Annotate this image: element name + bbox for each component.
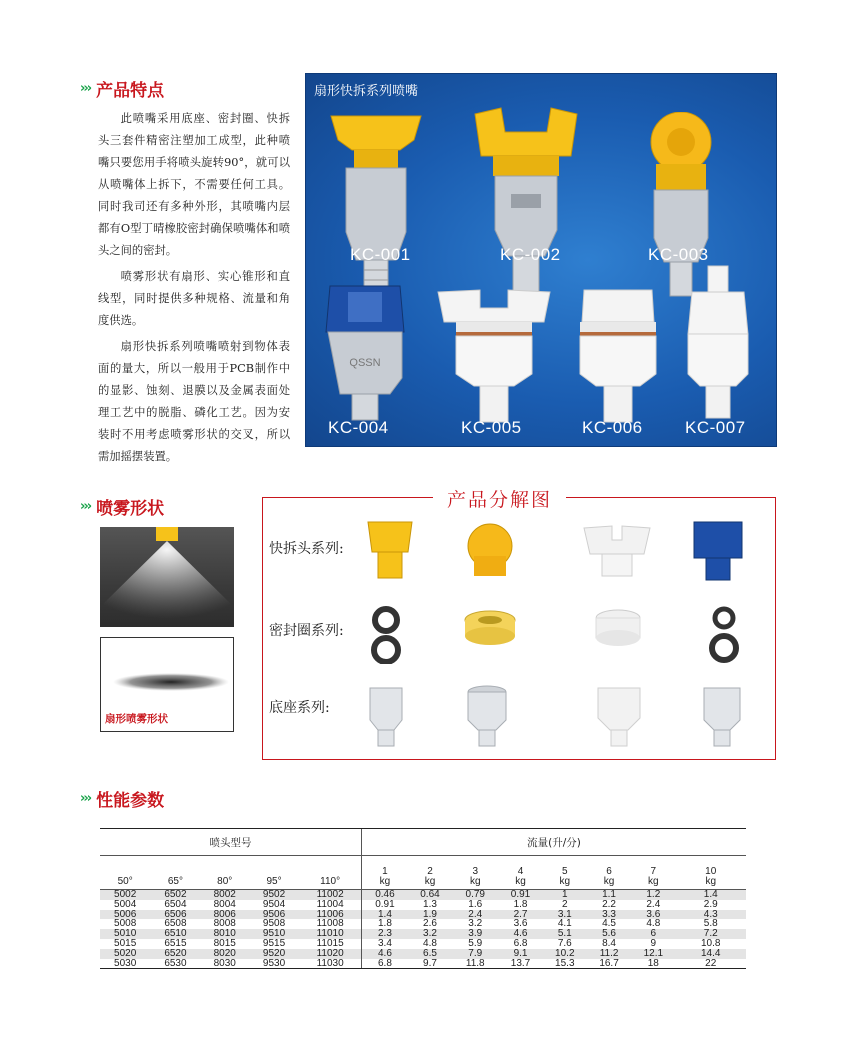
model-label: KC-003 [648,245,709,264]
double-chevron-icon: ››› [80,499,91,514]
table-cell: 9530 [249,959,299,969]
cap-blue-image [690,518,746,582]
col-header-pressure: 5 kg [559,866,571,887]
table-cell: 2.9 [703,898,718,910]
performance-heading [80,786,164,811]
features-heading-text: 产品特点 [96,81,165,101]
table-cell: 8030 [201,959,249,969]
table-cell: 5010 [100,929,150,939]
fan-pattern-image [101,638,233,708]
features-heading [80,76,164,101]
table-cell: 11.8 [452,959,498,969]
table-cell: 9504 [262,898,286,910]
table-cell: 5006 [100,910,150,920]
table-cell: 0.79 [452,890,498,900]
table-cell: 2 [562,898,568,910]
features-intro [98,108,290,472]
table-cell: 0.91 [362,900,408,910]
table-cell: 11008 [316,918,344,930]
table-cell: 6.8 [513,937,528,949]
table-cell: 5.6 [587,929,631,939]
nozzle-kc-006-image [568,286,668,426]
spray-pattern-box [100,637,234,732]
table-cell: 8004 [213,898,236,910]
table-cell: 1.9 [408,910,452,920]
table-cell: 22 [675,959,746,969]
table-cell: 9506 [249,910,299,920]
table-cell: 2.3 [362,929,408,939]
spray-photo [100,527,234,627]
table-cell: 11020 [299,949,361,959]
table-cell: 2.4 [452,910,498,920]
col-header-angle: 80° [217,876,233,887]
cap-yellow-image [360,518,420,582]
base-image [366,684,406,748]
table-cell: 9 [650,937,657,949]
table-cell: 6510 [150,929,200,939]
seal-white-image [592,606,644,650]
table-cell: 1.8 [513,898,528,910]
col-header-angle: 110° [320,876,341,887]
table-cell: 3.4 [362,939,408,949]
table-cell: 3.6 [513,918,528,930]
features-paragraph: 喷雾形状有扇形、实心锥形和直线型，同时提供多种规格、流量和角度供选。 [98,270,290,327]
double-chevron-icon: ››› [80,81,91,96]
col-header-angle: 65° [167,876,183,887]
table-cell: 8008 [213,918,236,930]
table-cell: 5015 [114,937,137,949]
table-cell: 11015 [316,937,344,949]
table-cell: 2.7 [498,910,542,920]
table-cell: 11006 [299,910,361,920]
table-cell: 1.1 [587,890,631,900]
table-cell: 4.8 [646,918,661,930]
table-cell: 6.8 [362,959,408,969]
col-header-angle: 95° [266,876,282,887]
table-cell: 8006 [201,910,249,920]
table-cell: 6515 [164,937,187,949]
fan-spray-image [100,527,234,627]
table-cell: 9.1 [498,949,542,959]
model-label: KC-005 [461,418,522,437]
col-header-pressure: 6 kg [603,866,615,887]
table-cell: 6508 [164,918,187,930]
nozzle-kc-007-image [678,262,758,422]
nozzle-kc-001-image [326,112,426,302]
table-cell: 5.8 [703,918,718,930]
table-cell: 9515 [262,937,286,949]
table-cell: 11030 [299,959,361,969]
base-image [700,684,744,748]
table-cell: 3.1 [543,910,587,920]
table-cell: 15.3 [543,959,587,969]
seal-rings-image [704,604,744,664]
table-cell: 2.4 [646,898,661,910]
table-cell: 3.6 [631,910,675,920]
col-header-pressure: 10 kg [705,866,717,887]
features-paragraph: 扇形快拆系列喷嘴喷射到物体表面的量大，所以一般用于PCB制作中的显影、蚀刻、退膜以及金属表面处理工艺中的脱脂、磷化工艺。因为安装时不用考虑喷雾形状的交叉，所以需加摇摆装置。 [98,340,290,463]
table-cell: 6530 [150,959,200,969]
table-cell: 5004 [114,898,137,910]
spray-heading-text: 喷雾形状 [96,499,165,519]
col-header-pressure: 3 kg [469,866,481,887]
row-label-caps: 快拆头系列: [269,541,344,557]
table-cell: 2.2 [602,898,616,910]
table-cell: 1.3 [423,898,437,910]
table-cell: 9510 [249,929,299,939]
table-cell: 14.4 [675,949,746,959]
table-cell: 5020 [100,949,150,959]
table-cell: 9520 [249,949,299,959]
table-cell: 8015 [213,937,236,949]
table-cell: 8020 [201,949,249,959]
row-label-seals: 密封圈系列: [269,623,344,639]
cap-white-image [582,524,652,578]
table-cell: 11.2 [587,949,631,959]
table-cell: 2.6 [423,918,437,930]
table-cell: 1 [543,890,587,900]
table-cell: 12.1 [631,949,675,959]
features-paragraph: 此喷嘴采用底座、密封圈、快拆头三套件精密注塑加工成型，此种喷嘴只要您用手将喷头旋转90°，就可以从喷嘴体上拆下，不需要任何工具。同时我司还有多种外形，其喷嘴内层都有O型丁晴橡胶密封确保喷嘴体和喷头之间的密封。 [98,112,290,257]
seal-yellow-image [462,608,518,648]
table-cell: 18 [631,959,675,969]
model-label: KC-001 [350,245,411,264]
table-cell: 7.2 [675,929,746,939]
table-cell: 0.64 [408,890,452,900]
performance-table [100,828,746,969]
table-cell: 3.3 [587,910,631,920]
model-label: KC-004 [328,418,389,437]
table-cell: 13.7 [498,959,542,969]
exploded-view-title: 产品分解图 [433,485,566,512]
table-cell: 5002 [100,890,150,900]
col-header-pressure: 4 kg [515,866,526,887]
table-cell: 7.6 [557,937,572,949]
table-cell: 3.2 [468,918,483,930]
model-label: KC-002 [500,245,561,264]
table-cell: 5.1 [543,929,587,939]
table-cell: 1.4 [675,890,746,900]
col-header-pressure: 1 kg [362,856,408,890]
table-cell: 3.9 [452,929,498,939]
spray-heading [80,494,164,519]
table-cell: 4.8 [423,937,437,949]
table-cell: 8010 [201,929,249,939]
performance-heading-text: 性能参数 [96,791,165,811]
table-cell: 4.6 [362,949,408,959]
table-cell: 6.5 [408,949,452,959]
table-cell: 6506 [150,910,200,920]
table-cell: 1.2 [631,890,675,900]
nozzle-kc-002-image [471,102,581,302]
spray-caption: 扇形喷雾形状 [105,713,168,725]
cap-star-image [460,522,520,578]
table-cell: 11004 [316,898,344,910]
table-cell: 4.3 [675,910,746,920]
table-cell: 9502 [249,890,299,900]
table-cell: 4.6 [498,929,542,939]
col-group-flow: 流量(升/分) [362,829,746,856]
table-cell: 1.8 [362,919,408,929]
panel-title: 扇形快拆系列喷嘴 [314,84,419,99]
row-label-bases: 底座系列: [269,700,330,716]
brand-mark: QSSN [349,357,381,369]
table-cell: 3.2 [408,929,452,939]
table-cell: 0.46 [362,890,408,900]
col-header-pressure: 2 kg [424,866,436,887]
table-cell: 11002 [299,890,361,900]
table-cell: 4.1 [557,918,572,930]
table-row [100,959,746,969]
col-header-pressure: 7 kg [648,866,659,887]
nozzle-kc-004-image [320,282,410,422]
table-cell: 1.6 [468,898,483,910]
table-cell: 0.91 [498,890,542,900]
base-image [594,684,644,748]
table-cell: 8002 [201,890,249,900]
col-header-angle: 50° [117,876,133,887]
table-cell: 9508 [262,918,286,930]
col-group-model: 喷头型号 [100,829,362,856]
table-cell: 4.5 [602,918,616,930]
table-cell: 6502 [150,890,200,900]
table-cell: 5030 [100,959,150,969]
table-cell: 7.9 [452,949,498,959]
table-cell: 6504 [164,898,187,910]
table-cell: 10.8 [700,937,721,949]
model-label: KC-006 [582,418,643,437]
nozzle-kc-005-image [434,286,554,426]
model-label: KC-007 [685,418,746,437]
table-cell: 11010 [299,929,361,939]
table-cell: 6520 [150,949,200,959]
table-cell: 1.4 [362,910,408,920]
seal-rings-image [364,604,408,664]
table-cell: 8.4 [602,937,616,949]
table-cell: 10.2 [543,949,587,959]
product-photo-panel [305,73,777,447]
table-cell: 9.7 [408,959,452,969]
table-cell: 6 [631,929,675,939]
table-cell: 5008 [114,918,137,930]
base-image [464,684,510,748]
table-cell: 5.9 [468,937,483,949]
double-chevron-icon: ››› [80,791,91,806]
table-cell: 16.7 [587,959,631,969]
